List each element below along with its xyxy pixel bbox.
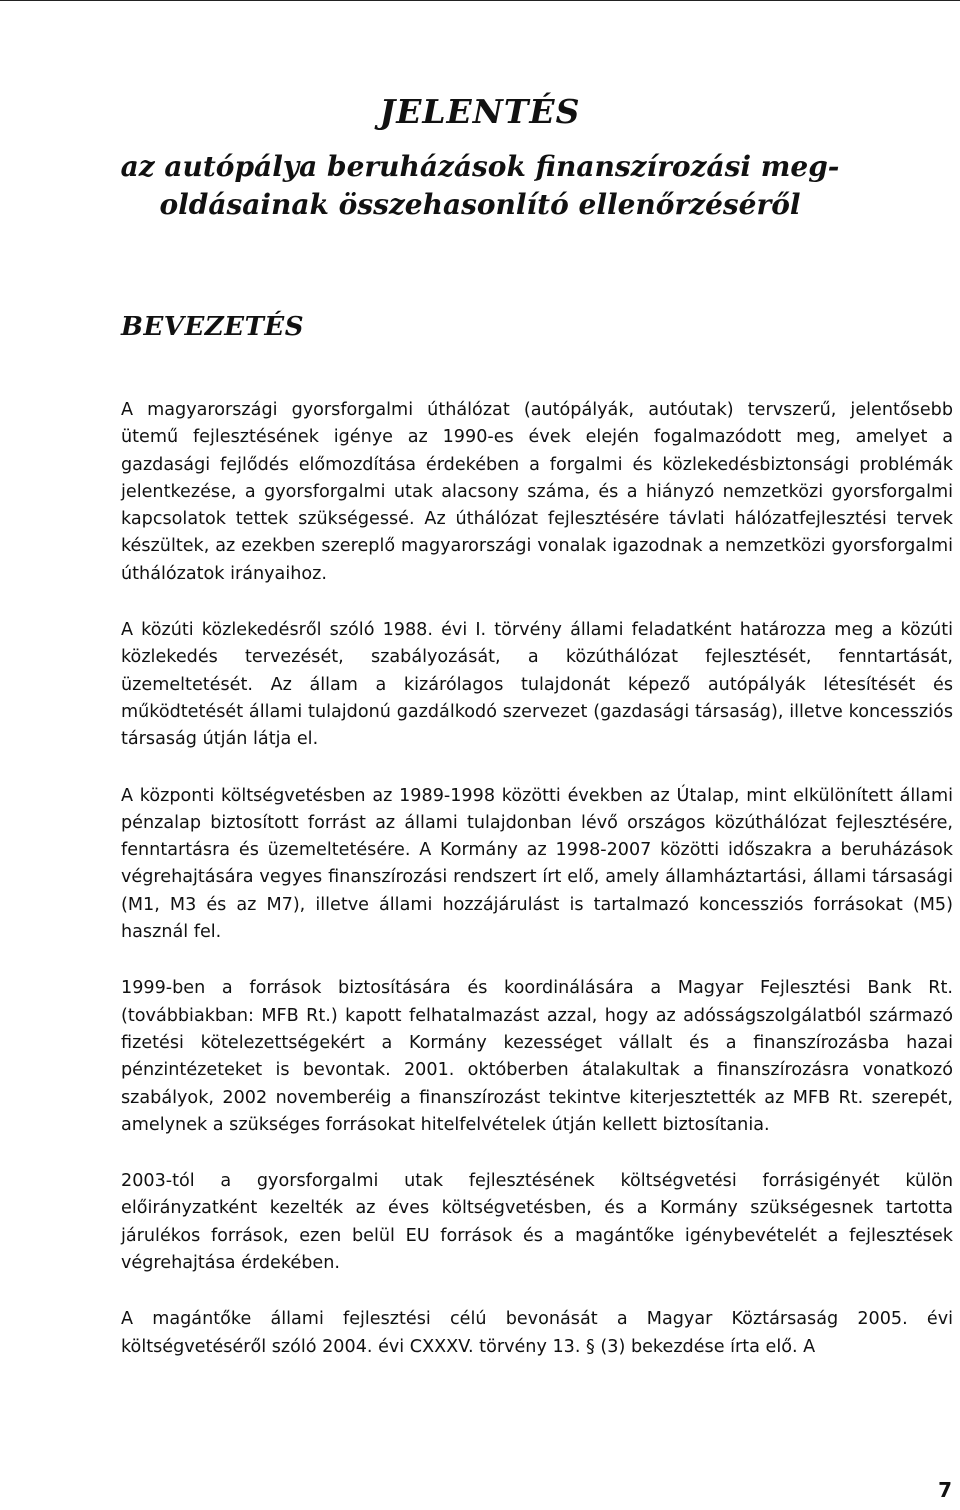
document-subtitle bbox=[100, 148, 860, 224]
top-rule bbox=[0, 0, 960, 1]
page-number: 7 bbox=[938, 1478, 952, 1502]
document-title: JELENTÉS bbox=[379, 92, 581, 131]
section-heading: BEVEZETÉS bbox=[121, 312, 305, 342]
paragraph: A magyarországi gyorsforgalmi úthálózat (autópályák, autóutak) tervszerű, jelentősebb ütemű fejlesztésének igénye az 1990-es évek elején fogalmazódott meg, amelyet a gazdasági fejlődés előmozdítása érdekében a forgalmi és közlekedésbiztonsági problémák jelentkezése, a gyorsforgalmi utak alacsony száma, és a hiányzó nemzetközi gyorsforgalmi kapcsolatok tettek szükségessé. Az úthálózat fejlesztésére távlati hálózatfejlesztési tervek készültek, az ezekben szereplő magyarországi vonalak igazodnak a nemzetközi gyorsforgalmi úthálózatok irányaihoz. bbox=[121, 400, 953, 584]
paragraph: 1999-ben a források biztosítására és koordinálására a Magyar Fejlesztési Bank Rt. (továbbiakban: MFB Rt.) kapott felhatalmazást azzal, hogy az adósságszolgálatból származó fizetési kötelezettségekért a Kormány kezességet vállalt és a finanszírozásba hazai pénzintézeteket is bevontak. 2001. októberben átalakultak a finanszírozásra vonatkozó szabályok, 2002 novemberéig a finanszírozást tekintve kiterjesztették az MFB Rt. szerepét, amelynek a szükséges forrásokat hitelfelvételek útján kellett biztosítania. bbox=[121, 978, 953, 1135]
title-block bbox=[100, 92, 860, 224]
paragraph: A közúti közlekedésről szóló 1988. évi I. törvény állami feladatként határozza meg a közúti közlekedés tervezését, szabályozását, a közúthálózat fejlesztését, fenntartását, üzemeltetését. Az állam a kizárólagos tulajdonát képező autópályák létesítését és működtetését állami tulajdonú gazdálkodó szervezet (gazdasági társaság), illetve koncessziós társaság útján látja el. bbox=[121, 620, 953, 750]
subtitle-line-1: az autópálya beruházások finanszírozási meg- bbox=[120, 150, 840, 183]
paragraph: A központi költségvetésben az 1989-1998 közötti években az Útalap, mint elkülönített állami pénzalap biztosított forrást az állami tulajdonban lévő országos közúthálózat fejlesztésére, fenntartásra és üzemeltetésére. A Kormány az 1998-2007 közötti időszakra a beruházások végrehajtására vegyes finanszírozási rendszert írt elő, amely államháztartási, állami társasági (M1, M3 és az M7), illetve állami hozzájárulást is tartalmazó koncessziós forrásokat (M5) használ fel. bbox=[121, 785, 953, 943]
body-text bbox=[121, 397, 953, 1390]
paragraph: 2003-tól a gyorsforgalmi utak fejlesztésének költségvetési forrásigényét külön előirányzatként kezelték az éves költségvetésben, és a Kormány szükségesnek tartotta járulékos források, ezen belül EU források és a magántőke igénybevételét a fejlesztések végrehajtása érdekében. bbox=[121, 1171, 953, 1274]
paragraph: A magántőke állami fejlesztési célú bevonását a Magyar Köztársaság 2005. évi költségvetéséről szóló 2004. évi CXXXV. törvény 13. § (3) bekezdése írta elő. A bbox=[121, 1309, 953, 1357]
subtitle-line-2: oldásainak összehasonlító ellenőrzéséről bbox=[159, 188, 801, 221]
